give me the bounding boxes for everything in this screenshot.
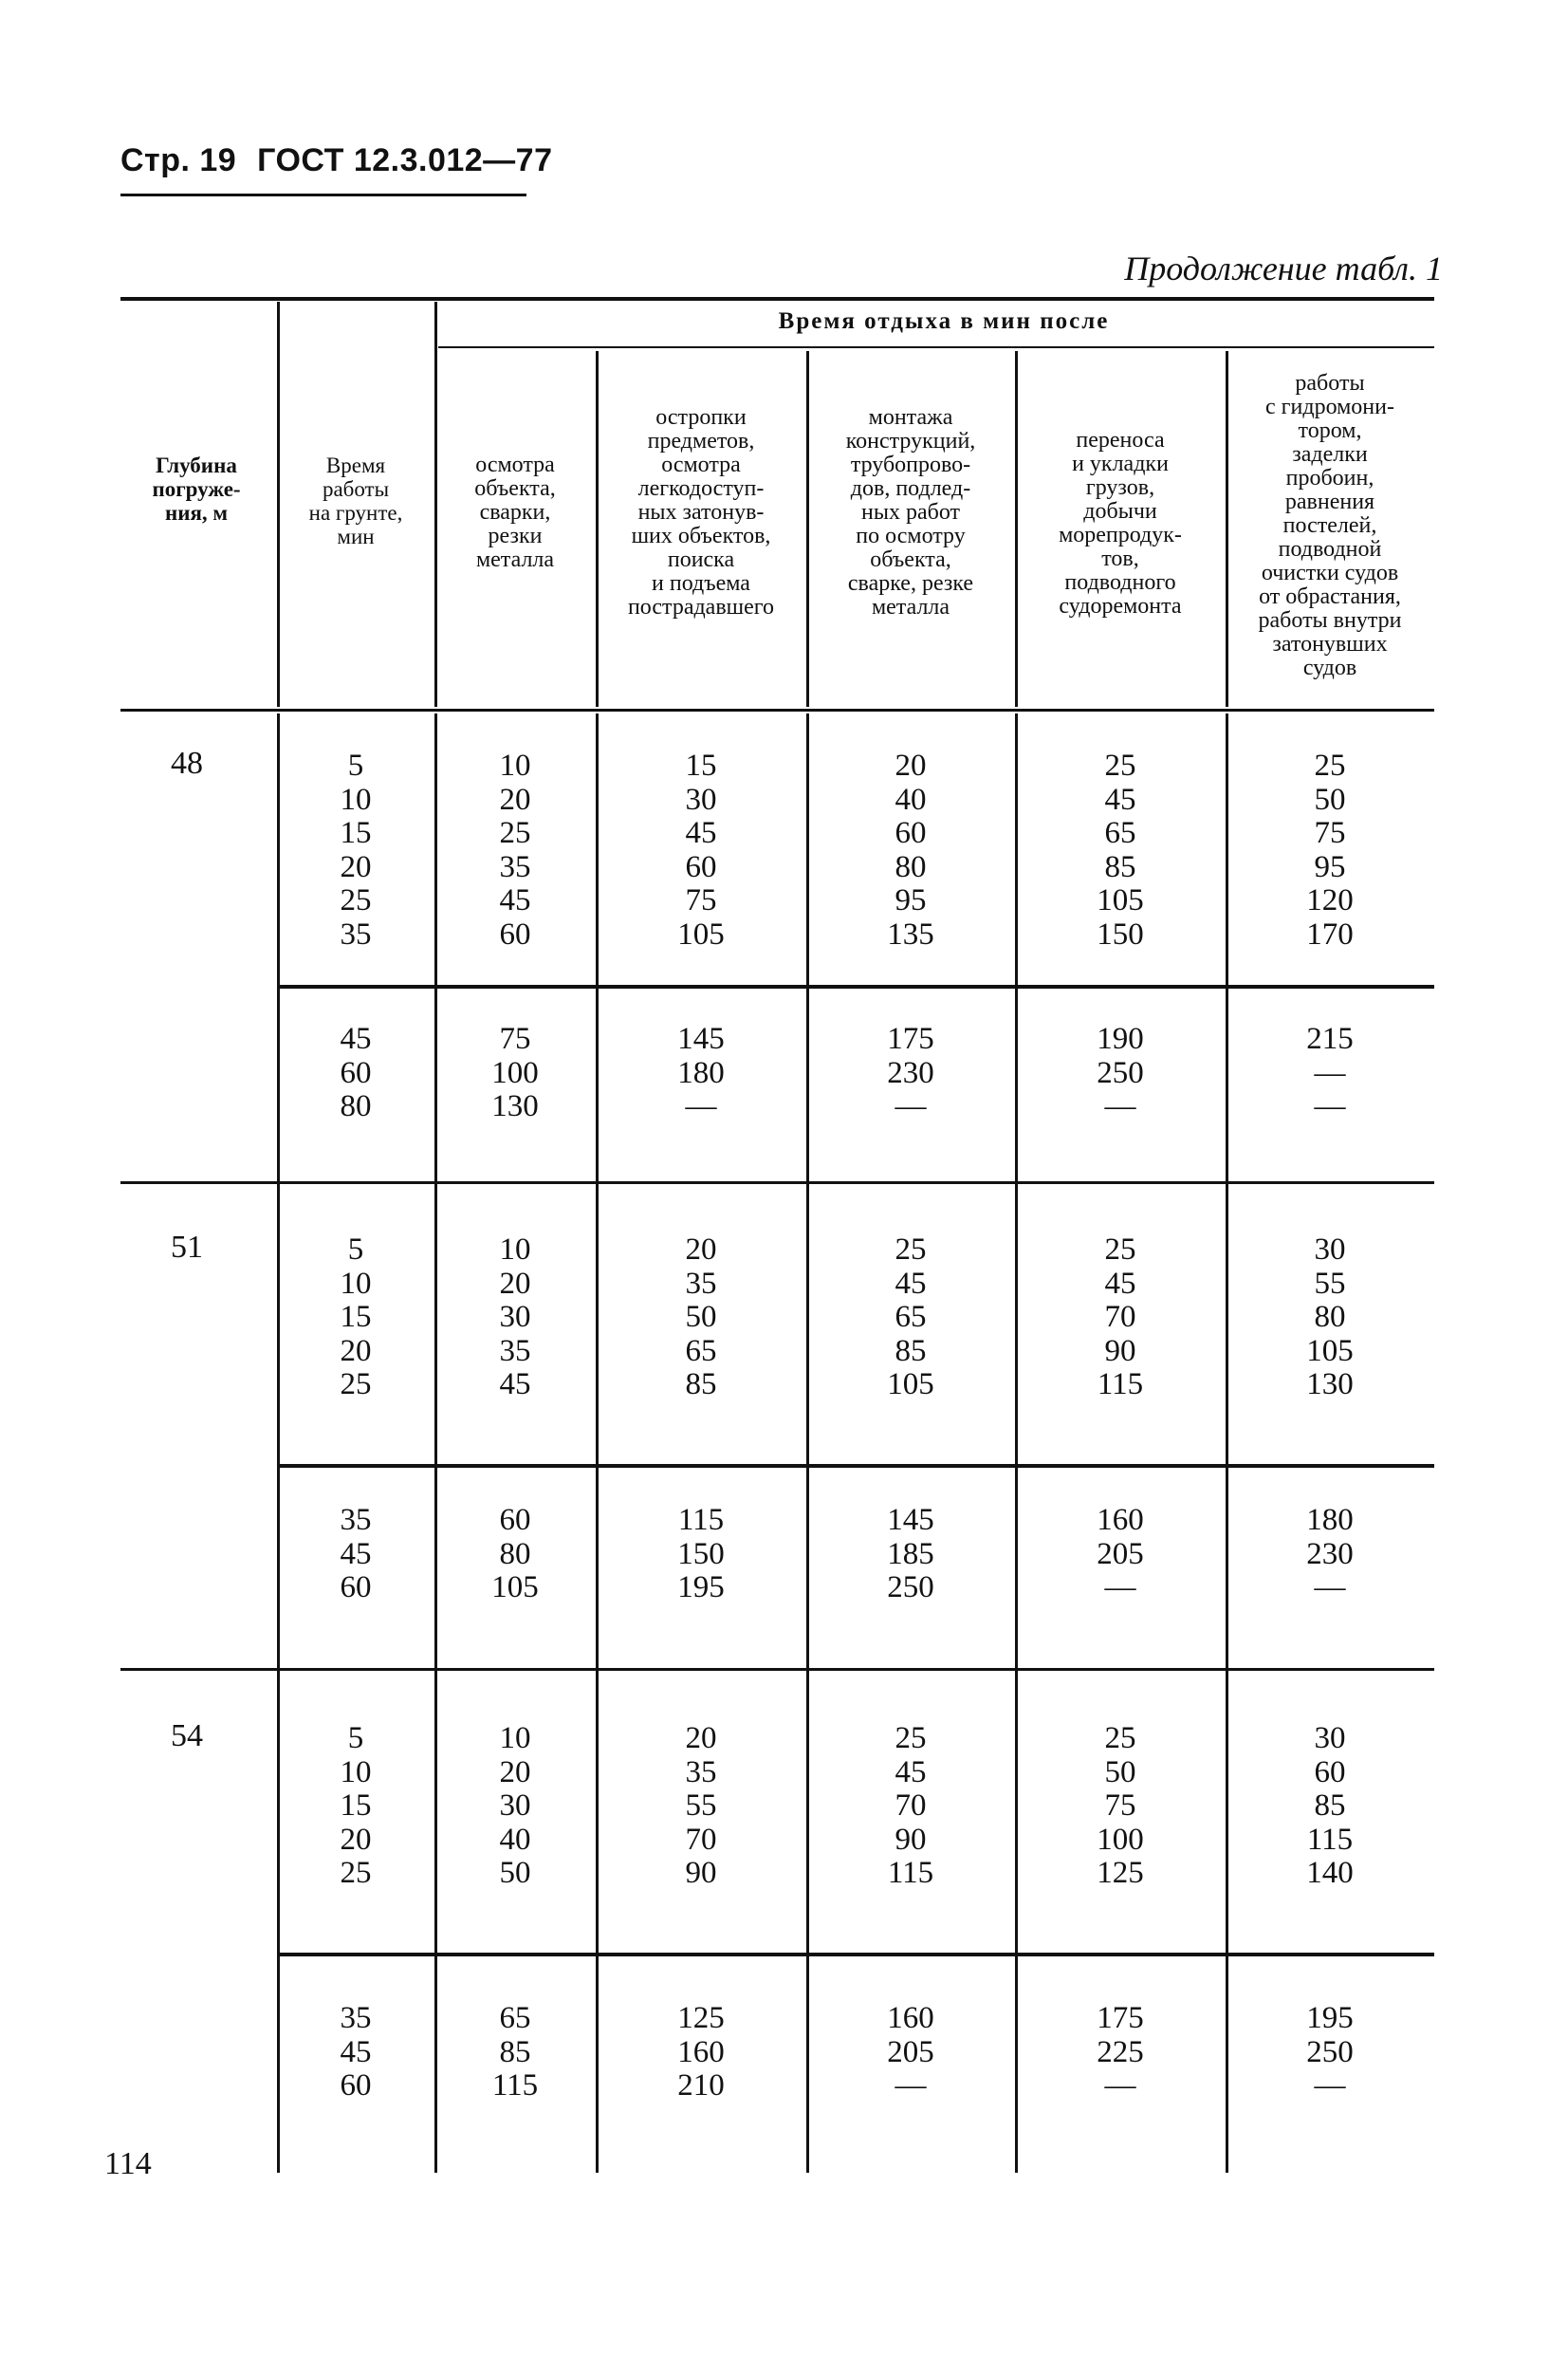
- rest-time-cell: 230: [887, 1055, 934, 1090]
- rest-time-cell: —: [1314, 1089, 1346, 1123]
- worktime-cell: 45: [340, 1022, 372, 1056]
- rest-col-header-3-line: сварке, резке: [847, 571, 974, 596]
- rest-time-cell: 145: [677, 1022, 725, 1056]
- worktime-cell: 60: [340, 1570, 372, 1604]
- rest-time-cell: 25: [895, 1232, 927, 1267]
- rest-time-cell: 20: [499, 782, 531, 817]
- rest-time-column: [810, 1233, 1011, 1402]
- rest-time-cell: 250: [887, 1570, 934, 1604]
- block-divider-rule: [277, 1953, 1434, 1956]
- rest-time-cell: 65: [499, 2001, 531, 2035]
- worktime-column: [281, 750, 431, 952]
- rest-col-header-5-line: постелей,: [1282, 513, 1377, 538]
- worktime-cell: 5: [347, 1721, 364, 1755]
- rest-time-cell: 115: [1097, 1367, 1144, 1401]
- rest-col-header-5: [1229, 372, 1430, 680]
- rest-col-header-5-line: с гидромони-: [1265, 395, 1394, 419]
- rest-time-cell: 100: [491, 1055, 539, 1090]
- rest-time-cell: 195: [677, 1570, 725, 1604]
- worktime-cell: 10: [340, 1266, 372, 1301]
- rest-time-column: [1019, 1504, 1222, 1605]
- rest-col-header-2-line: и подъема: [652, 571, 750, 596]
- rest-time-cell: 135: [887, 917, 934, 952]
- worktime-cell: 45: [340, 1536, 372, 1571]
- column-divider: [1015, 351, 1018, 707]
- rest-col-header-2-line: пострадавшего: [627, 595, 775, 620]
- rest-col-header-2: [600, 406, 802, 620]
- rest-time-cell: 10: [499, 1232, 531, 1267]
- rest-time-cell: 75: [685, 883, 717, 917]
- rest-time-cell: 20: [685, 1232, 717, 1267]
- rest-time-cell: 85: [895, 1333, 927, 1368]
- rest-col-header-4-line: морепродук-: [1059, 523, 1182, 547]
- rest-time-cell: 60: [895, 816, 927, 850]
- worktime-cell: 35: [340, 2001, 372, 2035]
- rest-time-cell: 10: [499, 1721, 531, 1755]
- rest-col-header-2-line: осмотра: [661, 453, 741, 477]
- rest-time-cell: 30: [499, 1788, 531, 1823]
- rest-col-header-3: [810, 406, 1011, 620]
- rest-time-cell: 230: [1306, 1536, 1354, 1571]
- header-bottom-rule: [120, 709, 1434, 712]
- rest-time-cell: 25: [895, 1721, 927, 1755]
- rest-time-header: Время отдыха в мин после: [778, 308, 1110, 334]
- table-top-rule: [120, 297, 1434, 301]
- rest-time-cell: 50: [499, 1856, 531, 1890]
- rest-col-header-4-line: и укладки: [1072, 452, 1169, 476]
- rest-col-header-5-line: затонувших: [1272, 632, 1388, 657]
- rest-time-cell: 90: [895, 1822, 927, 1857]
- rest-time-cell: 115: [491, 2068, 539, 2103]
- rest-time-cell: 10: [499, 749, 531, 783]
- rest-time-cell: 250: [1097, 1055, 1144, 1090]
- worktime-cell: 15: [340, 1788, 372, 1823]
- rest-time-cell: 130: [1306, 1367, 1354, 1401]
- rest-time-cell: 100: [1097, 1822, 1144, 1857]
- rest-col-header-5-line: заделки: [1292, 442, 1368, 467]
- rest-col-header-5-line: равнения: [1284, 490, 1375, 514]
- rest-time-cell: —: [1104, 1570, 1136, 1604]
- rest-time-column: [600, 1023, 802, 1124]
- rest-time-cell: 95: [895, 883, 927, 917]
- worktime-header-line: мин: [337, 525, 375, 548]
- rest-time-cell: 85: [499, 2034, 531, 2069]
- rest-time-cell: —: [1314, 1055, 1346, 1090]
- rest-time-cell: 120: [1306, 883, 1354, 917]
- table-continuation-label: Продолжение табл. 1: [1124, 250, 1443, 287]
- rest-col-header-2-line: остропки: [655, 405, 747, 430]
- rest-time-column: [438, 1722, 592, 1891]
- worktime-column: [281, 2002, 431, 2103]
- rest-time-column: [1019, 2002, 1222, 2103]
- rest-col-header-3-line: трубопрово-: [850, 453, 971, 477]
- rest-time-column: [600, 750, 802, 952]
- page-header: [120, 142, 553, 179]
- rest-col-header-1-line: сварки,: [479, 500, 551, 525]
- rest-time-cell: 35: [685, 1754, 717, 1789]
- rest-time-cell: 65: [685, 1333, 717, 1368]
- rest-time-cell: 180: [677, 1055, 725, 1090]
- rest-time-cell: 180: [1306, 1503, 1354, 1537]
- worktime-header-line: на грунте,: [308, 501, 403, 525]
- rest-time-cell: 20: [499, 1754, 531, 1789]
- rest-time-cell: 250: [1306, 2034, 1354, 2069]
- rest-col-header-2-line: легкодоступ-: [637, 476, 765, 501]
- rest-time-column: [1019, 1722, 1222, 1891]
- worktime-header: [280, 454, 432, 548]
- worktime-cell: 20: [340, 1822, 372, 1857]
- rest-time-column: [1019, 1233, 1222, 1402]
- rest-time-cell: 70: [1104, 1300, 1136, 1334]
- rest-time-cell: 25: [499, 816, 531, 850]
- rest-time-cell: 175: [887, 1022, 934, 1056]
- rest-time-cell: 175: [1097, 2001, 1144, 2035]
- rest-time-cell: —: [1314, 1570, 1346, 1604]
- rest-col-header-5-line: тором,: [1298, 418, 1362, 443]
- rest-time-cell: 105: [491, 1570, 539, 1604]
- rest-time-cell: 130: [491, 1089, 539, 1123]
- rest-time-cell: 90: [685, 1856, 717, 1890]
- rest-col-header-4-line: добычи: [1083, 499, 1157, 524]
- rest-col-header-3-line: конструкций,: [845, 429, 976, 454]
- rest-time-column: [438, 750, 592, 952]
- rest-time-cell: 160: [887, 2001, 934, 2035]
- rest-time-cell: 35: [499, 1333, 531, 1368]
- group-divider-rule: [120, 1668, 1434, 1671]
- rest-col-header-5-line: судов: [1302, 656, 1357, 680]
- block-divider-rule: [277, 1464, 1434, 1468]
- rest-time-column: [600, 2002, 802, 2103]
- rest-time-cell: 80: [499, 1536, 531, 1571]
- worktime-cell: 10: [340, 782, 372, 817]
- rest-time-cell: 170: [1306, 917, 1354, 952]
- column-divider: [1226, 351, 1228, 707]
- rest-time-cell: 105: [1306, 1333, 1354, 1368]
- rest-time-cell: 25: [1104, 749, 1136, 783]
- worktime-column: [281, 1722, 431, 1891]
- worktime-cell: 35: [340, 1503, 372, 1537]
- rest-col-header-4-line: грузов,: [1085, 475, 1155, 500]
- rest-col-header-2-line: ших объектов,: [631, 524, 771, 548]
- rest-col-header-4: [1019, 429, 1222, 619]
- rest-time-cell: 60: [685, 849, 717, 884]
- rest-time-column: [1229, 1233, 1430, 1402]
- rest-time-cell: 150: [1097, 917, 1144, 952]
- rest-time-cell: 45: [499, 1367, 531, 1401]
- worktime-cell: 20: [340, 849, 372, 884]
- rest-time-cell: 85: [1314, 1788, 1346, 1823]
- gost-number: ГОСТ 12.3.012—77: [257, 142, 553, 178]
- rest-time-cell: 105: [887, 1367, 934, 1401]
- rest-time-cell: 90: [1104, 1333, 1136, 1368]
- rest-time-cell: 60: [499, 1503, 531, 1537]
- rest-col-header-4-line: подводного: [1064, 570, 1176, 595]
- rest-time-cell: 55: [1314, 1266, 1346, 1301]
- depth-header: [125, 454, 267, 525]
- header-underline: [120, 194, 526, 196]
- rest-col-header-3-line: металла: [871, 595, 950, 620]
- rest-time-cell: 45: [895, 1754, 927, 1789]
- rest-time-cell: 225: [1097, 2034, 1144, 2069]
- rest-time-column: [1229, 750, 1430, 952]
- rest-time-column: [1019, 750, 1222, 952]
- rest-time-cell: 85: [685, 1367, 717, 1401]
- depth-header-line: ния, м: [164, 501, 229, 525]
- column-divider: [596, 351, 599, 707]
- rest-time-cell: 40: [895, 782, 927, 817]
- worktime-cell: 25: [340, 1367, 372, 1401]
- worktime-column: [281, 1504, 431, 1605]
- rest-time-column: [1229, 1722, 1430, 1891]
- rest-time-column: [1229, 1023, 1430, 1124]
- rest-time-cell: 140: [1306, 1856, 1354, 1890]
- worktime-cell: 10: [340, 1754, 372, 1789]
- rest-time-cell: 55: [685, 1788, 717, 1823]
- rest-col-header-3-line: ных работ: [860, 500, 960, 525]
- rest-time-column: [438, 1023, 592, 1124]
- rest-time-column: [810, 750, 1011, 952]
- rest-col-header-5-line: работы внутри: [1258, 608, 1402, 633]
- page-number: 114: [104, 2146, 152, 2181]
- rest-time-cell: 65: [895, 1300, 927, 1334]
- worktime-header-line: Время: [325, 454, 386, 477]
- column-divider: [277, 302, 280, 707]
- rest-time-cell: 190: [1097, 1022, 1144, 1056]
- rest-time-column: [810, 1504, 1011, 1605]
- rest-time-cell: 115: [887, 1856, 934, 1890]
- rest-time-cell: 160: [677, 2034, 725, 2069]
- rest-time-cell: 15: [685, 749, 717, 783]
- rest-col-header-4-line: переноса: [1076, 428, 1165, 453]
- worktime-column: [281, 1233, 431, 1402]
- subheader-rule: [438, 346, 1434, 348]
- rest-time-cell: —: [685, 1089, 717, 1123]
- rest-time-column: [1229, 1504, 1430, 1605]
- worktime-cell: 20: [340, 1333, 372, 1368]
- rest-col-header-5-line: очистки судов: [1261, 561, 1399, 585]
- rest-time-cell: 65: [1104, 816, 1136, 850]
- rest-time-cell: 45: [895, 1266, 927, 1301]
- worktime-cell: 15: [340, 1300, 372, 1334]
- rest-time-cell: 20: [499, 1266, 531, 1301]
- rest-time-cell: 25: [1104, 1721, 1136, 1755]
- rest-time-cell: 30: [685, 782, 717, 817]
- worktime-cell: 5: [347, 1232, 364, 1267]
- rest-time-cell: 70: [895, 1788, 927, 1823]
- rest-time-cell: 60: [499, 917, 531, 952]
- rest-time-cell: 60: [1314, 1754, 1346, 1789]
- rest-col-header-2-line: ных затонув-: [637, 500, 765, 525]
- rest-col-header-3-line: дов, подлед-: [850, 476, 971, 501]
- rest-time-cell: 85: [1104, 849, 1136, 884]
- rest-time-cell: 50: [1104, 1754, 1136, 1789]
- rest-time-column: [438, 1504, 592, 1605]
- worktime-cell: 5: [347, 749, 364, 783]
- rest-time-cell: 25: [1104, 1232, 1136, 1267]
- rest-time-cell: 105: [1097, 883, 1144, 917]
- worktime-cell: 60: [340, 1055, 372, 1090]
- rest-col-header-5-line: пробоин,: [1285, 466, 1374, 491]
- rest-col-header-1-line: объекта,: [474, 476, 556, 501]
- rest-time-cell: 40: [499, 1822, 531, 1857]
- page-label: Стр. 19: [120, 142, 237, 178]
- rest-time-cell: 45: [499, 883, 531, 917]
- worktime-cell: 60: [340, 2068, 372, 2103]
- rest-time-column: [438, 2002, 592, 2103]
- rest-time-cell: —: [1104, 1089, 1136, 1123]
- rest-time-cell: —: [1104, 2068, 1136, 2103]
- rest-time-cell: 35: [685, 1266, 717, 1301]
- column-divider: [806, 351, 809, 707]
- rest-time-cell: 125: [1097, 1856, 1144, 1890]
- worktime-cell: 25: [340, 1856, 372, 1890]
- rest-time-cell: 30: [499, 1300, 531, 1334]
- rest-time-column: [810, 1722, 1011, 1891]
- rest-col-header-1-line: осмотра: [475, 453, 555, 477]
- block-divider-rule: [277, 985, 1434, 989]
- rest-time-cell: 25: [1314, 749, 1346, 783]
- rest-time-column: [1229, 2002, 1430, 2103]
- rest-time-column: [600, 1233, 802, 1402]
- column-divider: [434, 302, 437, 707]
- rest-time-cell: 215: [1306, 1022, 1354, 1056]
- rest-time-cell: 50: [685, 1300, 717, 1334]
- rest-col-header-2-line: предметов,: [647, 429, 755, 454]
- rest-time-cell: 150: [677, 1536, 725, 1571]
- worktime-cell: 15: [340, 816, 372, 850]
- rest-time-cell: 35: [499, 849, 531, 884]
- rest-time-cell: 115: [677, 1503, 725, 1537]
- rest-time-cell: 30: [1314, 1721, 1346, 1755]
- rest-time-cell: 80: [1314, 1300, 1346, 1334]
- rest-time-cell: —: [1314, 2068, 1346, 2103]
- rest-time-cell: 145: [887, 1503, 934, 1537]
- depth-value: 54: [171, 1718, 203, 1753]
- rest-col-header-3-line: объекта,: [870, 547, 951, 572]
- rest-time-column: [1019, 1023, 1222, 1124]
- rest-time-cell: 75: [1314, 816, 1346, 850]
- rest-time-cell: 185: [887, 1536, 934, 1571]
- rest-time-cell: 20: [685, 1721, 717, 1755]
- rest-col-header-1: [438, 454, 592, 572]
- rest-time-cell: 105: [677, 917, 725, 952]
- rest-col-header-1-line: резки: [488, 524, 543, 548]
- rest-time-cell: 205: [887, 2034, 934, 2069]
- rest-col-header-3-line: по осмотру: [856, 524, 966, 548]
- rest-time-column: [810, 1023, 1011, 1124]
- rest-time-cell: 50: [1314, 782, 1346, 817]
- rest-time-cell: 210: [677, 2068, 725, 2103]
- rest-time-cell: 205: [1097, 1536, 1144, 1571]
- rest-time-cell: 30: [1314, 1232, 1346, 1267]
- rest-col-header-1-line: металла: [475, 547, 555, 572]
- depth-value: 51: [171, 1230, 203, 1265]
- rest-col-header-4-line: судоремонта: [1059, 594, 1182, 619]
- rest-time-cell: 95: [1314, 849, 1346, 884]
- rest-time-cell: 80: [895, 849, 927, 884]
- rest-time-cell: —: [895, 2068, 927, 2103]
- rest-time-column: [600, 1504, 802, 1605]
- rest-time-cell: 20: [895, 749, 927, 783]
- rest-col-header-3-line: монтажа: [868, 405, 953, 430]
- rest-time-cell: 45: [1104, 1266, 1136, 1301]
- rest-time-column: [810, 2002, 1011, 2103]
- rest-time-column: [600, 1722, 802, 1891]
- rest-time-cell: 125: [677, 2001, 725, 2035]
- worktime-header-line: работы: [322, 477, 390, 501]
- rest-time-column: [438, 1233, 592, 1402]
- rest-time-cell: 45: [1104, 782, 1136, 817]
- rest-time-cell: 45: [685, 816, 717, 850]
- worktime-cell: 45: [340, 2034, 372, 2069]
- rest-col-header-5-line: от обрастания,: [1259, 584, 1401, 609]
- rest-time-cell: 160: [1097, 1503, 1144, 1537]
- rest-time-cell: 195: [1306, 2001, 1354, 2035]
- rest-time-cell: 75: [499, 1022, 531, 1056]
- worktime-column: [281, 1023, 431, 1124]
- rest-col-header-5-line: работы: [1295, 371, 1365, 396]
- rest-col-header-4-line: тов,: [1101, 547, 1139, 571]
- rest-time-cell: 75: [1104, 1788, 1136, 1823]
- rest-time-cell: 70: [685, 1822, 717, 1857]
- rest-time-cell: —: [895, 1089, 927, 1123]
- rest-col-header-2-line: поиска: [667, 547, 735, 572]
- depth-value: 48: [171, 746, 203, 781]
- worktime-cell: 35: [340, 917, 372, 952]
- worktime-cell: 80: [340, 1089, 372, 1123]
- depth-header-line: Глубина: [156, 454, 237, 477]
- group-divider-rule: [120, 1181, 1434, 1184]
- worktime-cell: 25: [340, 883, 372, 917]
- rest-col-header-5-line: подводной: [1278, 537, 1382, 562]
- rest-time-cell: 115: [1306, 1822, 1354, 1857]
- depth-header-line: погруже-: [152, 477, 241, 501]
